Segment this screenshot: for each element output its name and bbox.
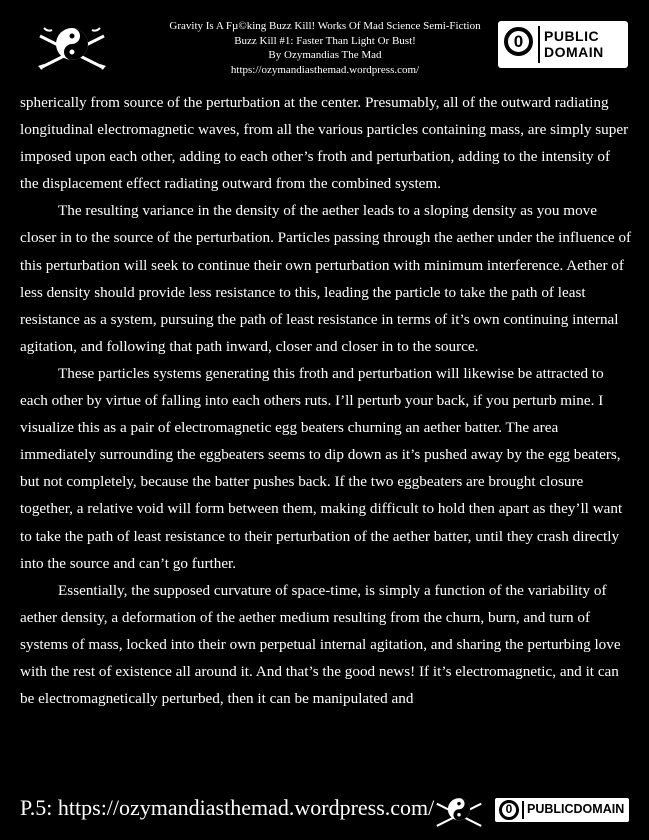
footer-public-domain-label: PUBLICDOMAIN [527,802,625,816]
public-domain-mark: 0 [513,32,524,51]
header-url: https://ozymandiasthemad.wordpress.com/ [230,63,420,76]
page-header [0,0,649,84]
public-domain-badge [498,21,628,68]
series-title: Gravity Is A Fµ©king Buzz Kill! Works Of Mad Science Semi-Fiction [169,20,481,32]
public-domain-icon [504,27,533,56]
paragraph: spherically from source of the perturbation at the center. Presumably, all of the outward radiating longitudinal electromagnetic waves, from all the various particles containing mass, are simply super imposed upon each other, adding to each other’s froth and perturbation, adding to the intensity of the displacement effect radiating outward from the combined system. [20,94,629,193]
paragraph: The resulting variance in the density of the aether leads to a sloping density as you move closer in to the source of the perturbation. Particles passing through the aether under the influence of this perturbation will seek to continue their own perturbation with minimum interference. Aether of less density should provide less resistance to this, leading the particle to take the path of least resistance as a system, pursuing the path of least resistance in terms of it’s own continuing internal agitation, and following that path inward, closer and closer in to the source. [20,202,632,355]
footer-public-domain-badge [495,798,629,822]
header-title-block [140,19,510,77]
page-body [20,89,632,712]
page-footer [0,788,649,840]
public-domain-line1: PUBLIC [544,28,600,44]
paragraph: These particles systems generating this froth and perturbation will likewise be attracted to each other by virtue of falling into each others ruts. I’ll perturb your back, if you perturb mine. I visualize this as a pair of electromagnetic egg beaters churning an aether batter. The area immediately surrounding the eggbeaters seems to dip down as it’s pushed away by the egg beaters, but not completely, because the batter pushes back. If the two eggbeaters are brought closure together, a relative void will form between them, making difficult to hold then apart as they’ll want to take the path of least resistance to their perturbation of the aether batter, until they crash directly into the source and can’t go further. [20,364,623,572]
author-line: By Ozymandias The Mad [268,49,382,61]
badge-divider [522,801,524,819]
footer-public-domain-mark: 0 [505,802,513,816]
badge-divider [538,26,540,63]
book-title: Buzz Kill #1: Faster Than Light Or Bust! [234,34,416,47]
yin-yang-skull-crossed-swords-icon [36,22,108,74]
public-domain-line2: DOMAIN [544,44,604,60]
public-domain-icon [499,800,519,820]
footer-page-url: P.5: https://ozymandiasthemad.wordpress.com/ [20,795,435,820]
yin-yang-skull-crossed-swords-icon [434,792,484,832]
paragraph: Essentially, the supposed curvature of space-time, is simply a function of the variability of aether density, a deformation of the aether medium resulting from the churn, burn, and turn of systems of mass, locked into their own perpetual internal agitation, and sharing the perturbing love with the rest of existence all around it. And that’s the good news! If it’s electromagnetic, and it can be electromagnetically perturbed, then it can be manipulated and [20,581,621,708]
